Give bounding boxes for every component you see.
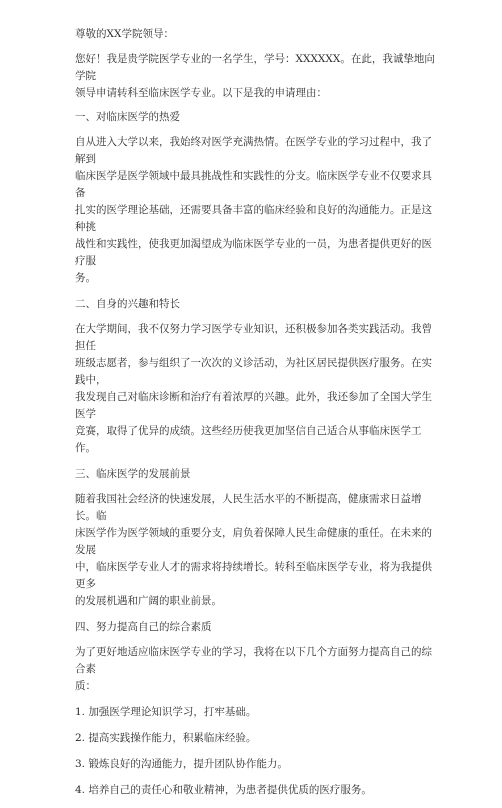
- list-item: 4. 培养自己的责任心和敬业精神，为患者提供优质的医疗服务。: [75, 784, 372, 796]
- section-body: 为了更好地适应临床医学专业的学习，我将在以下几个方面努力提高自己的综合素 质：: [75, 646, 432, 692]
- section-heading: 四、努力提高自己的综合素质: [75, 621, 212, 633]
- section-heading: 二、自身的兴趣和特长: [75, 298, 180, 310]
- list-item: 1. 加强医学理论知识学习，打牢基础。: [75, 706, 257, 718]
- salutation: 尊敬的XX学院领导：: [75, 28, 174, 40]
- section-heading: 三、临床医学的发展前景: [75, 468, 191, 480]
- list-item: 2. 提高实践操作能力，积累临床经验。: [75, 732, 257, 744]
- section-body: 在大学期间，我不仅努力学习医学专业知识，还积极参加各类实践活动。我曾担任 班级志愿者，参与组织了一次次的义诊活动，为社区居民提供医疗服务。在实践中， 我发现自己对临床诊断和治疗有着浓厚的兴趣。此外，我还参加了全国大学生医学 竞赛，取得了优异的成绩。这些经历使我更加坚信自己适合从事临床医学工作。: [75, 323, 432, 454]
- section-body: 随着我国社会经济的快速发展，人民生活水平的不断提高，健康需求日益增长。临 床医学作为医学领域的重要分支，肩负着保障人民生命健康的重任。在未来的发展 中，临床医学专业人才的需求将持续增长。转科至临床医学专业，将为我提供更多 的发展机遇和广阔的职业前景。: [75, 493, 432, 607]
- list-item: 3. 锻炼良好的沟通能力，提升团队协作能力。: [75, 758, 288, 770]
- section-heading: 一、对临床医学的热爱: [75, 111, 180, 123]
- section-body: 自从进入大学以来，我始终对医学充满热情。在医学专业的学习过程中，我了解到 临床医学是医学领域中最具挑战性和实践性的分支。临床医学专业不仅要求具备 扎实的医学理论基础，还需要具备丰富的临床经验和良好的沟通能力。正是这种挑 战性和实践性，使我更加渴望成为临床医学专业的一员，为患者提供更好的医疗服 务。: [75, 136, 432, 284]
- intro-paragraph: 您好！我是贵学院医学专业的一名学生，学号：XXXXXX。在此，我诚挚地向学院 领导申请转科至临床医学专业。以下是我的申请理由：: [75, 53, 435, 99]
- letter-page: [75, 26, 435, 808]
